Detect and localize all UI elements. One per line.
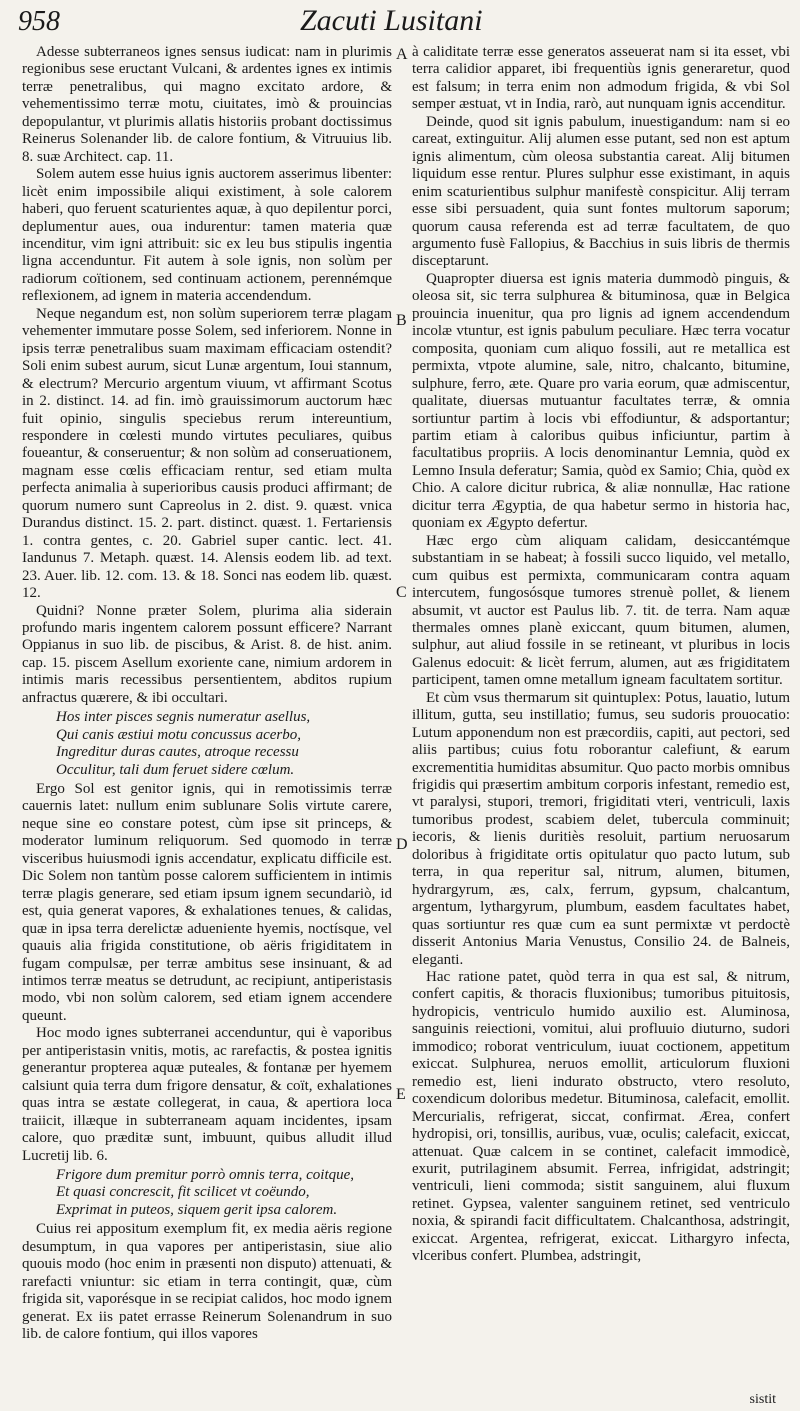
verse-quote [22,709,392,779]
verse-quote [22,1167,392,1219]
paragraph: Hoc modo ignes subterranei accenduntur, qui è vaporibus per antiperistasin vnitis, motis, ac rarefactis, & postea ignitis generantur propterea aquæ puteales, & fontanæ per hyemem calsiunt quia terra dum frigore densatur, & coït, exhalationes quas intra se æstate collegerat, in caua, & apertiora loca traiicit, illæque in subterraneam aquam incidentes, ipsam calore, quo præditæ sunt, imbuunt, quibus alludit illud Lucretij lib. 6. [22,1025,392,1164]
verse-line: Exprimat in puteos, siquem gerit ipsa calorem. [56,1201,338,1218]
verse-line: Frigore dum premitur porrò omnis terra, coitque, [56,1167,355,1183]
catchword: sistit [749,1392,776,1407]
paragraph: Solem autem esse huius ignis auctorem asserimus libenter: licèt enim impossibile aliqui existiment, à sole calorem haberi, quo feruent scaturientes aquæ, à quo depilentur porci, deplumentur aues, oua indurentur: tamen materia quæ incenditur, vim igni attribuit: sic ex leu bus stipulis ingentia ligna accenduntur. Fit autem à sole ignis, non solùm per radiorum coïtionem, sed continuam actionem, perennémque reflexionem, ad ignem in materia accendendum. [22,166,392,305]
paragraph: Et cùm vsus thermarum sit quintuplex: Potus, lauatio, lutum illitum, gutta, seu instillatio; fumus, seu sudoris prouocatio: Lutum apponendum non est præcordiis, capiti, aut pectori, sed aliis partibus; cuius fotu roborantur calefiunt, & earum excrementitia humiditas absumitur. Quo pacto morbis omnibus frigidis qui præsertim ambitum corporis infestant, remedio est, vt paralysi, stupori, tremori, frigiditati vteri, ventriculi, laxis tumoribus prodest, scabiem delet, tubercula comminuit; iecoris, & lienis duritiès resoluit, partium neruosarum doloribus à frigiditate ortis opitulatur quo pacto lutum, sub terra, in qua reperitur sal, nitrum, alumen, bitumen, hydrargyrum, æs, calx, ferrum, gypsum, chalcantum, argentum, lythargyrum, plumbum, easdem facultates habet, quas sortiuntur res quæ cum ea sunt permixtæ vt perdoctè disserit Antonius Maria Venustus, Consilio 24. de Balneis, eleganti. [412,689,790,968]
right-column [412,44,790,1266]
paragraph: Hæc ergo cùm aliquam calidam, desiccantémque substantiam in se habeat; à fossili succo liquido, vel metallo, cum quibus est permixta, communicaram contra aquam intercutem, fungosósque tumores strenuè pollet, & lienem absumit, vt auctor est Paulus lib. 7. tit. de terra. Nam aquæ thermales omnes planè exiccant, quum bitumen, alumen, sulphur, aut aliud fossile in se retineant, vt pluribus in locis Galenus edocuit: & licèt ferrum, alumen, aut æs frigiditatem participent, tamen omne metallum igneam facultatem sortitur. [412,532,790,689]
running-title: Zacuti Lusitani [300,4,483,37]
paragraph: Quapropter diuersa est ignis materia dummodò pinguis, & oleosa sit, sic terra sulphurea & bituminosa, quæ in Belgica prouincia inuenitur, qua pro lignis ad ignem accendendum incolæ vtuntur, est ignis pabulum peculiare. Hæc terra vocatur composita, quoniam cum aliquo fossili, aut re metallica est permixta, vtpote alumine, sale, nitro, chalcanto, bitumine, sulphure, ferro, æte. Quare pro varia eorum, quæ admiscentur, qualitate, diuersas mutuantur facultates terræ, & omnia sortiuntur partim à locis vbi effodiuntur, & adsportantur; partim etiam à caloribus quibus inficiuntur, partim à facultatibus propriis. A locis denominantur Lemnia, quòd ex Lemno Insula deferatur; Samia, quòd ex Samio; Chia, quòd ex Chio. A calore dicitur rubrica, & aliæ nonnullæ, Hac ratione dicitur terra Ægyptia, de qua habetur sermo in historia hac, quoniam ex Ægypto defertur. [412,270,790,532]
paragraph: Cuius rei appositum exemplum fit, ex media aëris regione desumptum, in qua vapores per antiperistasin, siue alio quouis modo (hoc enim in præsenti non disputo) attenuati, & rarefacti vniuntur: sic etiam in terra contingit, quæ, cùm frigida sit, vaporésque in se recipiat calidos, hoc modo ignem generat. Ex iis patet errasse Reinerum Solenandrum in suo lib. de calore fontium, qui illos vapores [22,1221,392,1343]
margin-letter-d: D [396,836,408,853]
margin-letter-a: A [396,46,408,63]
verse-line: Occulitur, tali dum feruet sidere cœlum. [56,761,295,778]
paragraph: Ergo Sol est genitor ignis, qui in remotissimis terræ cauernis latet: nullum enim sublunare Solis virtute carere, neque sine eo constare potest, cùm ipse sit princeps, & moderator luminum reliquorum. Sed quomodo in terræ visceribus huiusmodi ignis accendatur, explicatu difficile est. Dic Solem non tantùm posse calorem sufficientem in intimis terræ plagis generare, sed etiam ipsum ignem secundariò, id est, quia generat vapores, & exhalationes tenues, & calidas, quæ in ipsa terra derelictæ adueniente hyemis, noctísque, vel quauis alia frigida constitutione, ob aëris frigiditatem in fugam compulsæ, per terræ ambitus sese insinuant, & ad intimos terræ meatus se detrudunt, ac recipiunt, antiperistasis modo, vbi non solùm calorem, sed etiam ignem accendere queunt. [22,781,392,1024]
verse-line: Ingreditur duras cautes, atroque recessu [56,744,299,761]
paragraph: Deinde, quod sit ignis pabulum, inuestigandum: nam si eo careat, extinguitur. Alij alumen esse putant, sed non est aptum ignis alimentum, cùm oleosa substantia careat. Alij bitumen liquidum esse rentur. Plures sulphur esse existimant, in aquis enim scaturientibus sulphur manifestè conspicitur. Alij terram esse sibi persuadent, quia sunt fontes multorum saporum; quorum causa referenda est ad terræ facultatem, de quo argumento fusè Fallopius, & Bacchius in suis libris de thermis disceptarunt. [412,113,790,270]
paragraph: à caliditate terræ esse generatos asseuerat nam si ita esset, vbi terra calidior apparet, ibi frequentiùs ignis generaretur, quod est falsum; in terra enim non admodum frigida, & vbi Sol semper æstuat, vt in India, rarò, aut nunquam ignis accenditur. [412,44,790,113]
verse-line: Et quasi concrescit, fit scilicet vt coëundo, [56,1184,310,1201]
margin-letter-b: B [396,312,407,329]
page-number: 958 [18,6,60,37]
margin-letter-e: E [396,1086,406,1103]
verse-line: Hos inter pisces segnis numeratur asellus, [56,709,311,726]
paragraph: Adesse subterraneos ignes sensus iudicat: nam in plurimis regionibus sese eructant Vulcani, & ardentes ignes ex intimis terræ penetralibus, qui magno excitato ardore, & vehementissimo terræ motu, ciuitates, imò & prouincias depopulantur, vt plurimis allatis historiis probant doctissimus Reinerus Solenander lib. de calore fontium, & Vitruuius lib. 8. suæ Architect. cap. 11. [22,44,392,165]
paragraph: Neque negandum est, non solùm superiorem terræ plagam vehementer immutare posse Solem, sed inferiorem. Nonne in ipsis terræ penetralibus suam maximam efficaciam ostendit? Soli enim subest aurum, sicut Lunæ argentum, Ioui stannum, & electrum? Mercurio argentum viuum, vt affirmant Scotus in 2. distinct. 14. ad fin. imò grauissimorum auctorum hæc fuit opinio, singulis speciebus rerum intereuntium, respondere in cœlesti mundo virtutes peculiares, quibus foueantur, & conseruentur; & non solùm ad conseruationem, magnam esse cœlis efficaciam rentur, sed etiam multa perfecta animalia à superioribus causis produci affirmant; de quorum numero sunt Capreolus in 2. dist. 9. quæst. vnica Durandus distinct. 15. 2. part. distinct. quæst. 1. Fertariensis 1. contra gentes, c. 20. Gabriel super cantic. lect. 41. Iandunus 7. Metaph. quæst. 14. Alensis eodem lib. ad text. 23. Auer. lib. 12. com. 13. & 18. Sonci nas eodem lib. quæst. 12. [22,305,392,602]
margin-letter-c: C [396,584,407,601]
left-column [22,44,392,1344]
verse-line: Qui canis æstiui motu concussus acerbo, [56,726,301,743]
paragraph: Quidni? Nonne præter Solem, plurima alia siderain profundo maris ingentem calorem possunt efficere? Narrant Oppianus in suo lib. de piscibus, & Arist. 8. de hist. anim. cap. 15. piscem Asellum exoriente cane, nimium ardorem in intimis maris recessibus persentientem, abditos rupium anfractus quærere, & ibi occultari. [22,602,392,706]
paragraph: Hac ratione patet, quòd terra in qua est sal, & nitrum, confert capitis, & thoracis fluxionibus; tumoribus pituitosis, hydropicis, ventriculo humido auxilio est. Aluminosa, sanguinis reiectioni, vomitui, alui profluuio diuturno, sudori immodico; roborat ventriculum, iuuat coctionem, appetitum exiccat. Sulphurea, neruos emollit, articulorum fluxioni remedio est, lieni indurato obstructo, vtero resoluto, coxendicum doloribus medetur. Bituminosa, calefacit, emollit. Mercurialis, refrigerat, siccat, confirmat. Ærea, confert hydropisi, ori, tonsillis, auribus, vuæ, oculis; calefacit, exiccat, attenuat. Quæ calcem in se continet, calefacit immodicè, exurit, putrilaginem absumit. Ferrea, infrigidat, adstringit; ventriculi, lieni commoda; sistit sanguinem, alui fluxum retinet. Gypsea, valenter sanguinem retinet, sed ventriculo noxia, & spirandi facit difficultatem. Chalcanthosa, adstringit, exiccat. Argentea, refrigerat, exiccat. Lithargyro infecta, vlceribus confert. Plumbea, adstringit, [412,969,790,1265]
